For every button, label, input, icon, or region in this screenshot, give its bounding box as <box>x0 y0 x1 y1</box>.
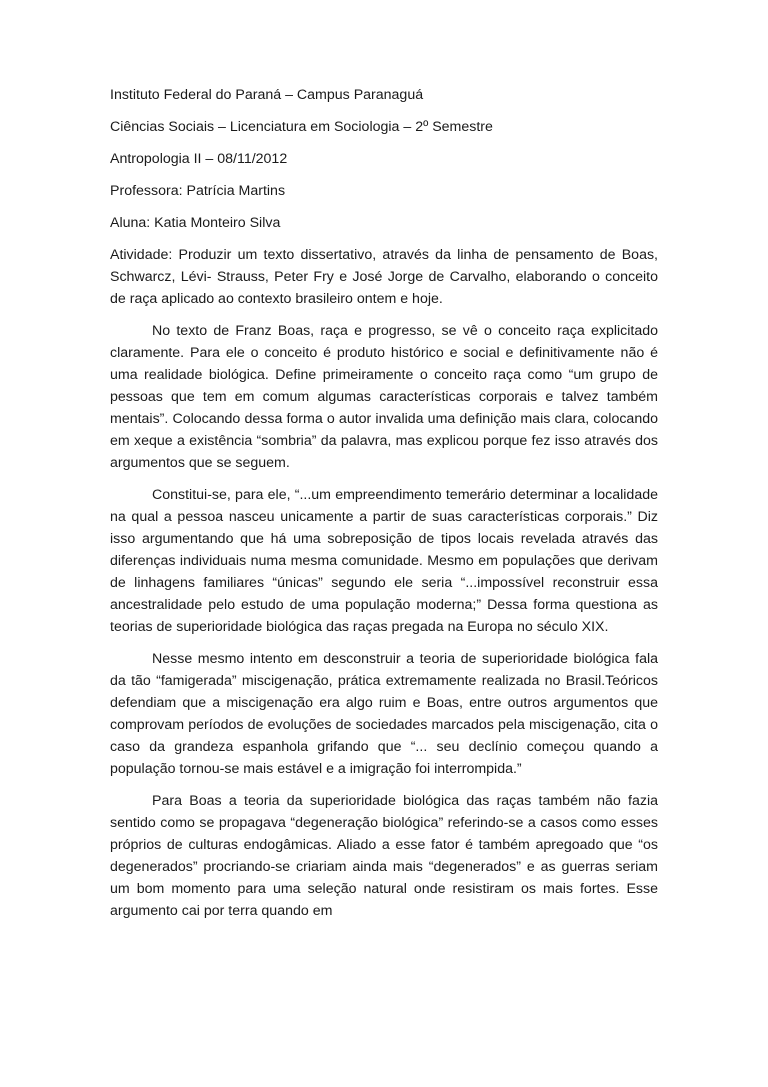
body-paragraph-1: No texto de Franz Boas, raça e progresso, se vê o conceito raça explicitado claramente. Para ele o conceito é produto histórico e social e definitivamente não é uma realidade biológica. Define primeiramente o conceito raça como “um grupo de pessoas que tem em comum algumas características corporais e talvez também mentais”. Colocando dessa forma o autor invalida uma definição mais clara, colocando em xeque a existência “sombria” da palavra, mas explicou porque fez isso através dos argumentos que se seguem. <box>110 323 658 471</box>
student-line: Aluna: Katia Monteiro Silva <box>110 215 281 231</box>
subject-line: Antropologia II – 08/11/2012 <box>110 151 288 167</box>
assignment-paragraph: Atividade: Produzir um texto dissertativo, através da linha de pensamento de Boas, Schwarcz, Lévi- Strauss, Peter Fry e José Jorge de Carvalho, elaborando o conceito de raça aplicado ao contexto brasileiro ontem e hoje. <box>110 247 658 307</box>
body-paragraph-2: Constitui-se, para ele, “...um empreendimento temerário determinar a localidade na qual a pessoa nasceu unicamente a partir de suas características corporais.” Diz isso argumentando que há uma sobreposição de tipos locais revelada através das diferenças individuais numa mesma comunidade. Mesmo em populações que derivam de linhagens familiares “únicas” segundo ele seria “...impossível reconstruir essa ancestralidade pelo estudo de uma população moderna;” Dessa forma questiona as teorias de superioridade biológica das raças pregada na Europa no século XIX. <box>110 487 658 635</box>
course-line: Ciências Sociais – Licenciatura em Sociologia – 2º Semestre <box>110 119 493 135</box>
institution-line: Instituto Federal do Paraná – Campus Paranaguá <box>110 87 424 103</box>
body-paragraph-4: Para Boas a teoria da superioridade biológica das raças também não fazia sentido como se propagava “degeneração biológica” referindo-se a casos como esses próprios de culturas endogâmicas. Aliado a esse fator é também apregoado que “os degenerados” procriando-se criariam ainda mais “degenerados” e as guerras seriam um bom momento para uma seleção natural onde resistiram os mais fortes. Esse argumento cai por terra quando em <box>110 793 658 919</box>
document-body <box>110 84 658 932</box>
body-paragraph-3: Nesse mesmo intento em desconstruir a teoria de superioridade biológica fala da tão “famigerada” miscigenação, prática extremamente realizada no Brasil.Teóricos defendiam que a miscigenação era algo ruim e Boas, entre outros argumentos que comprovam períodos de evoluções de sociedades marcados pela miscigenação, cita o caso da grandeza espanhola grifando que “... seu declínio começou quando a população tornou-se mais estável e a imigração foi interrompida.” <box>110 651 658 777</box>
teacher-line: Professora: Patrícia Martins <box>110 183 286 199</box>
